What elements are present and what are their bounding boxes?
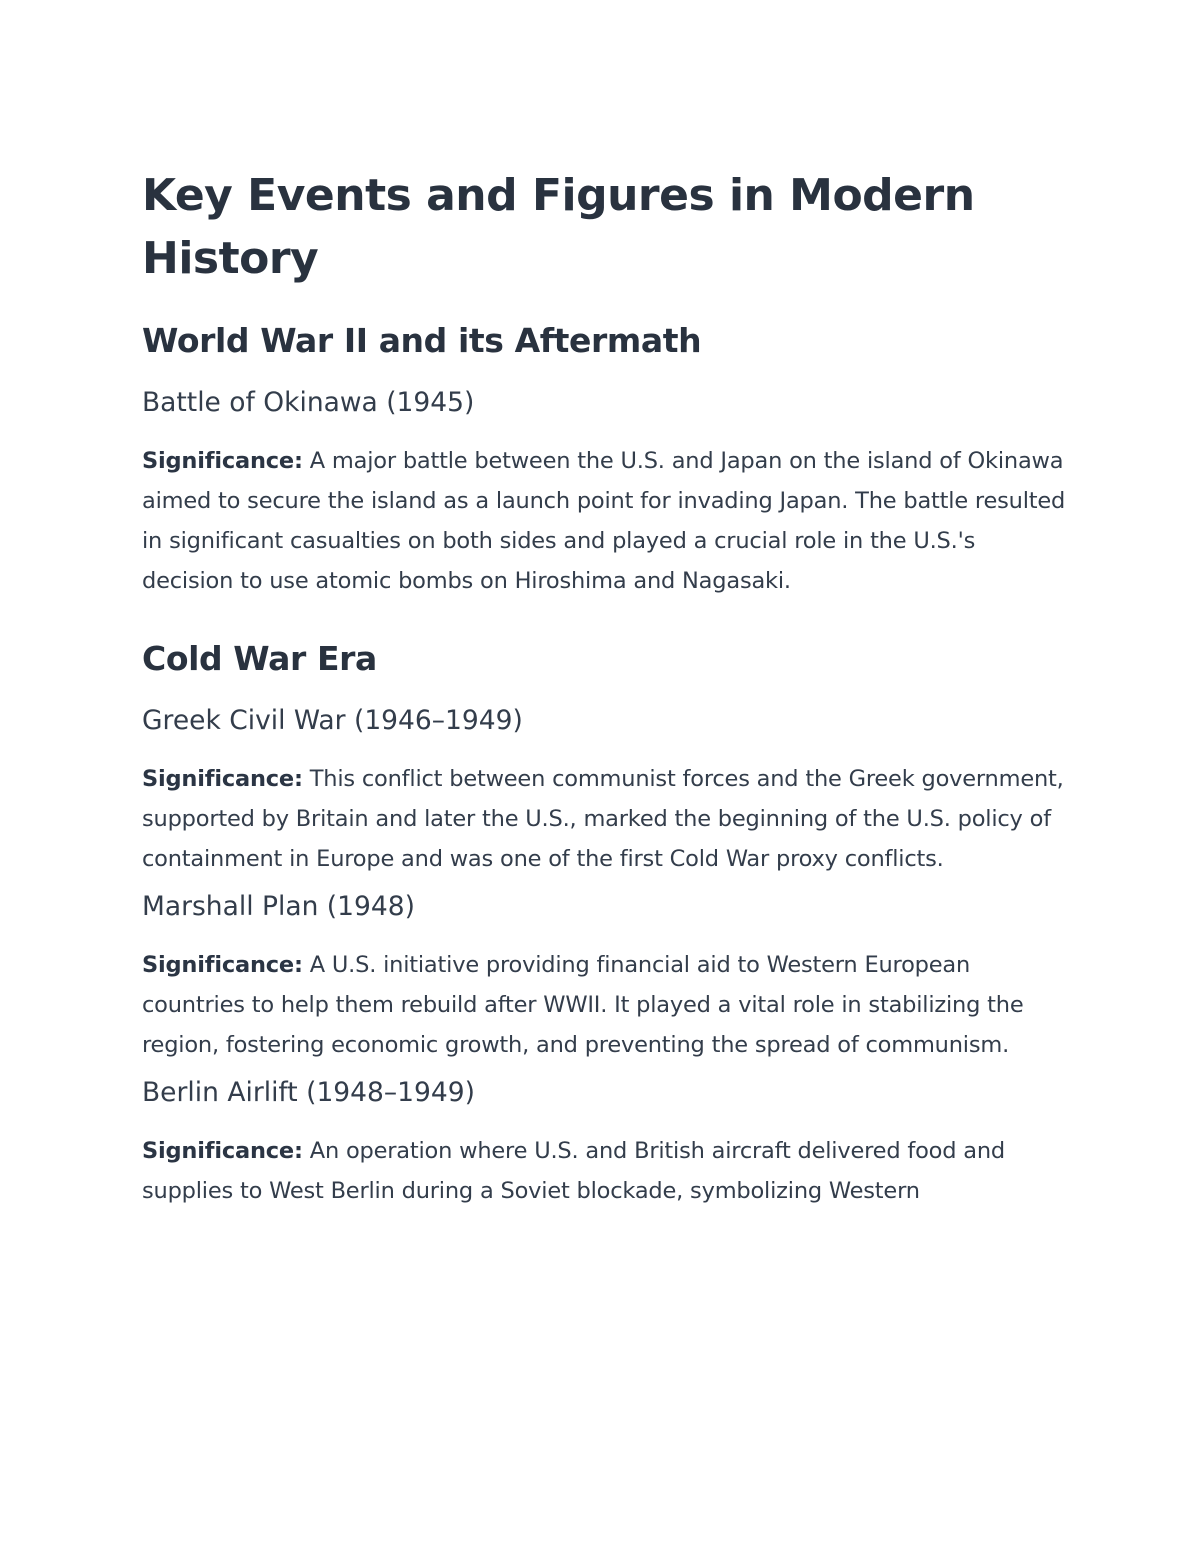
event-title-okinawa: Battle of Okinawa (1945) (142, 387, 475, 418)
significance-label: Significance: (142, 448, 303, 474)
significance-label: Significance: (142, 952, 303, 978)
document-title: Key Events and Figures in Modern History (142, 170, 975, 284)
significance-label: Significance: (142, 1138, 303, 1164)
event-description-okinawa (142, 441, 1072, 601)
document-page (142, 164, 1072, 1211)
significance-label: Significance: (142, 766, 303, 792)
event-text: An operation where U.S. and British aircraft delivered food and supplies to West Berlin during a Soviet blockade, symbolizing Western (142, 1138, 1005, 1204)
event-text: This conflict between communist forces and the Greek government, supported by Britain and later the U.S., marked the beginning of the U.S. policy of containment in Europe and was one of the first Cold War proxy conflicts. (142, 766, 1064, 872)
event-text: A major battle between the U.S. and Japan on the island of Okinawa aimed to secure the island as a launch point for invading Japan. The battle resulted in significant casualties on both sides and played a crucial role in the U.S.'s decision to use atomic bombs on Hiroshima and Nagasaki. (142, 448, 1066, 594)
event-title-marshall-plan: Marshall Plan (1948) (142, 891, 415, 922)
section-heading-wwii: World War II and its Aftermath (142, 321, 702, 360)
section-heading-cold-war: Cold War Era (142, 639, 377, 678)
event-title-berlin-airlift: Berlin Airlift (1948–1949) (142, 1077, 475, 1108)
event-title-greek-civil-war: Greek Civil War (1946–1949) (142, 705, 523, 736)
event-description-berlin-airlift (142, 1131, 1072, 1211)
event-description-greek-civil-war (142, 759, 1072, 879)
event-description-marshall-plan (142, 945, 1072, 1065)
event-text: A U.S. initiative providing financial aid to Western European countries to help them rebuild after WWII. It played a vital role in stabilizing the region, fostering economic growth, and preventing the spread of communism. (142, 952, 1024, 1058)
